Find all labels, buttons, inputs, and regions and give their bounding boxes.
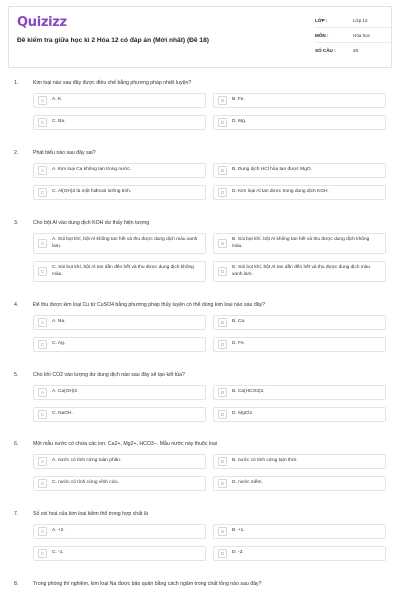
option-d[interactable]	[213, 476, 386, 491]
option-letter: C	[38, 410, 47, 419]
option-letter: A	[38, 457, 47, 466]
answer-options	[33, 524, 386, 561]
option-letter: A	[38, 318, 47, 327]
option-d[interactable]	[213, 546, 386, 561]
question-stem	[14, 80, 386, 86]
option-text: B. Ca.	[232, 319, 246, 325]
option-d[interactable]	[213, 337, 386, 352]
option-b[interactable]	[213, 524, 386, 539]
option-a[interactable]	[33, 163, 206, 178]
option-letter: D	[218, 549, 227, 558]
question-stem	[14, 441, 386, 447]
meta-value: 28	[353, 48, 359, 53]
meta-value: Hóa học	[353, 32, 371, 38]
option-d[interactable]	[213, 407, 386, 422]
option-text: A. Sủi bọt khí, bột Al không tan hết và thu được dung dịch màu xanh lam.	[52, 237, 198, 249]
question-stem	[14, 150, 386, 156]
option-a[interactable]	[33, 454, 206, 469]
option-letter: C	[38, 340, 47, 349]
answer-options	[33, 93, 386, 130]
question-number: 8.	[14, 581, 19, 587]
document-title: Đề kiểm tra giữa học kì 2 Hóa 12 có đáp án (Mới nhất) (Đề 18)	[17, 37, 209, 44]
option-letter: B	[218, 96, 227, 105]
option-letter: C	[38, 267, 47, 276]
option-a[interactable]	[33, 315, 206, 330]
answer-options	[33, 163, 386, 200]
option-letter: A	[38, 388, 47, 397]
option-a[interactable]	[33, 385, 206, 400]
question-stem	[14, 220, 386, 226]
document-header	[8, 6, 392, 68]
question-number: 7.	[14, 511, 19, 517]
question-3	[14, 220, 386, 282]
option-letter: A	[38, 239, 47, 248]
option-letter: B	[218, 318, 227, 327]
option-text: C. NaOH.	[52, 411, 73, 417]
option-c[interactable]	[33, 337, 206, 352]
option-text: B. nước có tính cứng tạm thời.	[232, 458, 298, 464]
option-b[interactable]	[213, 93, 386, 108]
meta-value: Lớp 12	[353, 17, 368, 23]
question-text: Số oxi hoá của kim loại kiềm thổ trong hợp chất là	[33, 511, 148, 517]
question-text: Kim loại nào sau đây được điều chế bằng phương pháp nhiệt luyện?	[33, 80, 192, 86]
option-letter: D	[218, 340, 227, 349]
question-number: 4.	[14, 302, 19, 308]
option-text: D. MgCl2.	[232, 411, 254, 417]
option-text: A. Na.	[52, 319, 66, 325]
option-letter: B	[218, 166, 227, 175]
option-b[interactable]	[213, 233, 386, 254]
question-5	[14, 372, 386, 422]
option-c[interactable]	[33, 407, 206, 422]
meta-row-grade	[315, 13, 391, 28]
question-6	[14, 441, 386, 491]
option-text: C. -1.	[52, 550, 64, 556]
option-c[interactable]	[33, 476, 206, 491]
option-b[interactable]	[213, 454, 386, 469]
option-letter: A	[38, 166, 47, 175]
question-7	[14, 511, 386, 561]
answer-options	[33, 315, 386, 352]
option-text: D. Kim loại Al tan được trong dung dịch KOH.	[232, 189, 329, 195]
option-c[interactable]	[33, 261, 206, 282]
option-b[interactable]	[213, 163, 386, 178]
option-b[interactable]	[213, 385, 386, 400]
document-meta	[315, 13, 391, 58]
question-number: 2.	[14, 150, 19, 156]
question-number: 5.	[14, 372, 19, 378]
meta-row-question-count	[315, 43, 391, 58]
option-text: C. Ba.	[52, 119, 66, 125]
question-number: 3.	[14, 220, 19, 226]
option-text: D. Fe.	[232, 341, 246, 347]
option-text: D. Sủi bọt khí, bột Al tan dần đến hết và thu được dung dịch màu xanh lam.	[232, 265, 371, 277]
question-text: Cho khí CO2 vào lượng dư dung dịch nào sau đây sẽ tạo kết tủa?	[33, 372, 185, 378]
option-letter: A	[38, 527, 47, 536]
option-text: D. -2.	[232, 550, 244, 556]
option-text: C. nước có tính cứng vĩnh cửu.	[52, 480, 119, 486]
question-1	[14, 80, 386, 130]
option-c[interactable]	[33, 546, 206, 561]
question-8	[14, 581, 386, 594]
question-text: Để thu được kim loại Cu từ CuSO4 bằng phương pháp thủy luyện có thể dùng kim loại nào sau đây?	[33, 302, 266, 308]
answer-options	[33, 454, 386, 491]
question-stem	[14, 372, 386, 378]
option-letter: C	[38, 118, 47, 127]
option-letter: B	[218, 239, 227, 248]
option-text: C. Sủi bọt khí, bột Al tan dần đến hết và thu được dung dịch không màu.	[52, 265, 194, 277]
question-text: Trong phòng thí nghiệm, kim loại Na được bảo quản bằng cách ngâm trong chất lỏng nào sau đây?	[33, 581, 262, 587]
option-letter: B	[218, 388, 227, 397]
option-c[interactable]	[33, 115, 206, 130]
option-text: C. Al(OH)3 là một hiđroxit lưỡng tính.	[52, 189, 132, 195]
option-text: B. Fe.	[232, 97, 245, 103]
question-stem	[14, 581, 386, 587]
option-letter: D	[218, 479, 227, 488]
meta-label: SỐ CÂU :	[315, 48, 336, 53]
question-stem	[14, 302, 386, 308]
question-2	[14, 150, 386, 200]
option-text: A. K.	[52, 97, 63, 103]
meta-label: LỚP :	[315, 17, 328, 23]
option-text: B. Dung dịch HCl hòa tan được MgO.	[232, 167, 312, 173]
option-text: B. +1.	[232, 528, 245, 534]
option-d[interactable]	[213, 261, 386, 282]
option-letter: B	[218, 457, 227, 466]
option-text: D. nước mềm.	[232, 480, 263, 486]
option-text: D. Mg.	[232, 119, 247, 125]
option-text: A. Kim loại Ca không tan trong nước.	[52, 167, 132, 173]
question-text: Một mẫu nước có chứa các ion: Ca2+, Mg2+, HCO3−. Mẫu nước này thuộc loại	[33, 441, 218, 447]
option-d[interactable]	[213, 115, 386, 130]
option-letter: C	[38, 549, 47, 558]
question-number: 1.	[14, 80, 19, 86]
option-text: C. Ag.	[52, 341, 66, 347]
option-letter: B	[218, 527, 227, 536]
question-text: Phát biểu nào sau đây sai?	[33, 150, 96, 156]
option-letter: A	[38, 96, 47, 105]
option-letter: D	[218, 188, 227, 197]
question-stem	[14, 511, 386, 517]
option-a[interactable]	[33, 93, 206, 108]
option-letter: D	[218, 118, 227, 127]
question-4	[14, 302, 386, 352]
option-text: B. Ca(HCO3)2.	[232, 389, 265, 395]
option-d[interactable]	[213, 185, 386, 200]
question-number: 6.	[14, 441, 19, 447]
option-letter: C	[38, 479, 47, 488]
option-letter: D	[218, 267, 227, 276]
option-letter: C	[38, 188, 47, 197]
option-c[interactable]	[33, 185, 206, 200]
option-text: B. Sủi bọt khí, bột Al không tan hết và thu được dung dịch không màu.	[232, 237, 370, 249]
answer-options	[33, 233, 386, 282]
option-text: A. Ca(OH)2.	[52, 389, 79, 395]
option-b[interactable]	[213, 315, 386, 330]
meta-row-subject	[315, 28, 391, 43]
meta-label: MÔN :	[315, 32, 329, 38]
question-text: Cho bột Al vào dung dịch KOH dư thấy hiện tượng	[33, 220, 150, 226]
answer-options	[33, 385, 386, 422]
option-a[interactable]	[33, 524, 206, 539]
option-a[interactable]	[33, 233, 206, 254]
option-text: A. nước có tính cứng toàn phần.	[52, 458, 122, 464]
option-letter: D	[218, 410, 227, 419]
option-text: A. +2.	[52, 528, 65, 534]
quizizz-logo: Quizizz	[17, 15, 67, 30]
